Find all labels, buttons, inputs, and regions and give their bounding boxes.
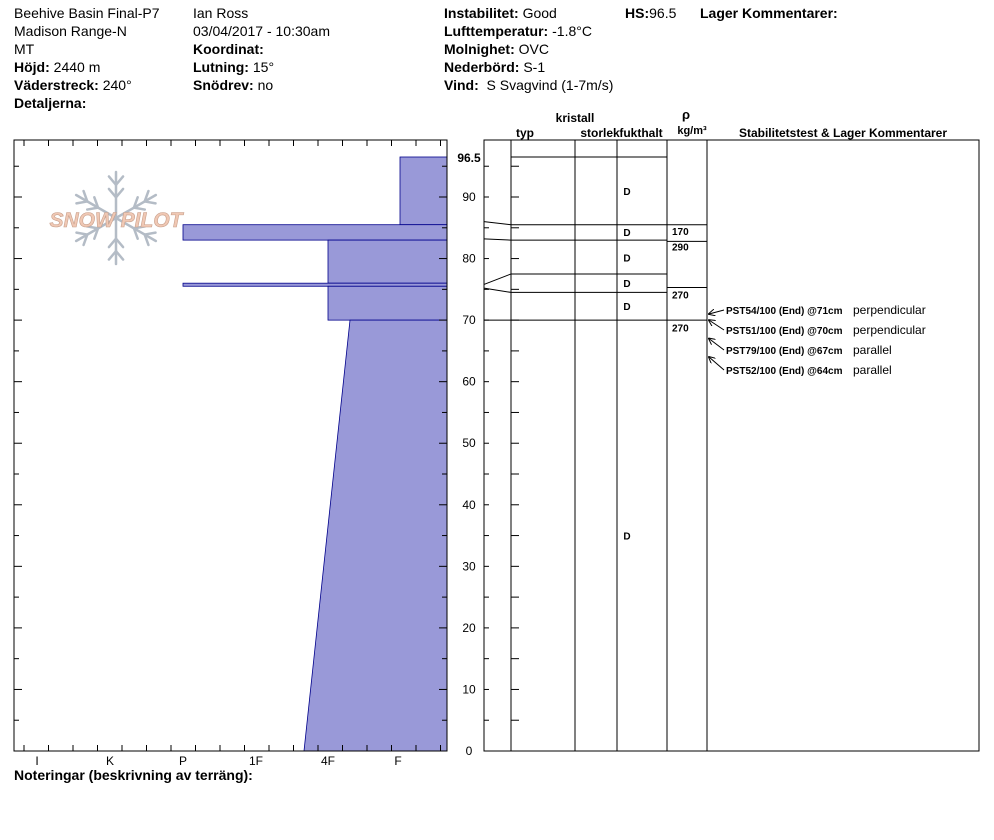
precipitation-value: S-1 [523,59,546,75]
stability-test-note: perpendicular [853,323,926,337]
snow-height-label: HS: [625,5,650,21]
moisture-value: D [623,186,631,198]
stability-test-result: PST54/100 (End) @71cm [726,306,843,317]
height-tick-label: 30 [462,559,476,574]
hardness-profile [183,157,447,751]
column-header-crystal: kristall [555,111,595,125]
air-temperature-label: Lufttemperatur: [444,23,549,39]
stability-test-note: parallel [853,343,892,357]
stability-test-result: PST51/100 (End) @70cm [726,326,843,337]
height-tick-label: 0 [465,744,473,758]
hardness-layer [400,157,447,225]
wind-label: Vind: [444,77,479,93]
sky-cover-label: Molnighet: [444,41,515,57]
layer-columns [484,140,979,751]
boundary-connector [484,222,511,225]
wind-value: S Svagvind (1-7m/s) [486,77,614,93]
state-name: MT [14,41,35,57]
snowflake-branch [145,233,156,235]
column-header-density-unit: kg/m³ [677,125,707,137]
hardness-layer [183,283,447,286]
stability-arrow [709,310,724,314]
stability-arrow [709,320,724,330]
height-tick-label: 90 [462,190,476,205]
details-label: Detaljerna: [14,95,87,111]
slope-label: Lutning: [193,59,249,75]
hardness-scale-label: P [178,754,188,768]
hardness-layer [183,225,447,240]
height-tick-label: 50 [462,436,476,451]
instability-label: Instabilitet: [444,5,519,21]
moisture-value: D [623,531,631,543]
blowing-snow-value: no [257,77,274,93]
boundary-connector [484,239,511,240]
location-name: Beehive Basin Final-P7 [14,5,160,21]
stability-arrow [709,339,724,350]
stability-test-result: PST79/100 (End) @67cm [726,346,843,357]
coordinates-label: Koordinat: [193,41,264,57]
hardness-layer [328,240,447,283]
moisture-value: D [623,279,631,291]
snow-pilot-logo [50,172,185,264]
blowing-snow-label: Snödrev: [193,77,254,93]
stability-test-note: parallel [853,363,892,377]
observation-datetime: 03/04/2017 - 10:30am [193,23,330,39]
slope-value: 15° [252,59,275,75]
stability-arrow [709,357,724,370]
moisture-value: D [623,301,631,313]
snow-height-value: 96.5 [649,5,677,21]
terrain-notes-label: Noteringar (beskrivning av terräng): [14,767,253,783]
height-tick-label: 10 [462,682,476,697]
boundary-connector [484,288,511,292]
height-tick-label: 20 [462,620,476,635]
layer-table-border [484,140,979,751]
column-header-stability: Stabilitetstest & Lager Kommentarer [738,126,948,140]
height-tick-label: 80 [462,251,476,266]
moisture-value: D [623,253,631,265]
snowflake-branch [76,233,87,235]
boundary-connector [484,274,511,284]
aspect-value: 240° [102,77,132,93]
range-name: Madison Range-N [14,23,127,39]
snowflake-branch [145,201,156,203]
moisture-value: D [623,228,631,240]
stability-test-result: PST52/100 (End) @64cm [726,366,843,377]
snowflake-branch [76,201,87,203]
air-temperature-value: -1.8°C [552,23,592,39]
sky-cover-value: OVC [518,41,549,57]
hardness-layer [304,320,447,751]
stability-test-note: perpendicular [853,303,926,317]
height-tick-label: 40 [462,497,476,512]
elevation-value: 2440 m [53,59,101,75]
density-value: 270 [672,290,689,302]
height-tick-label: 70 [462,313,476,328]
elevation-label: Höjd: [14,59,50,75]
snow-height-tick-label: 96.5 [457,151,481,165]
column-header-type: typ [516,126,534,140]
column-header-moisture: fukthalt [619,126,663,140]
chart-labels [35,107,947,768]
precipitation-label: Nederbörd: [444,59,520,75]
density-value: 270 [672,323,689,335]
hardness-scale-label: 1F [248,754,264,768]
density-value: 170 [672,226,689,238]
aspect-label: Väderstreck: [14,77,99,93]
hardness-scale-label: F [394,754,402,768]
layer-comments-label: Lager Kommentarer: [700,5,838,21]
hardness-layer [328,286,447,320]
height-tick-label: 60 [462,374,476,389]
instability-value: Good [522,5,557,21]
hardness-scale-label: K [105,754,115,768]
observer-name: Ian Ross [193,5,249,21]
column-header-size: storlek [580,126,620,140]
hardness-scale-label: I [35,754,39,768]
density-value: 290 [672,242,689,254]
column-header-rho: ρ [681,107,691,122]
snow-pilot-wordmark: SNOW PILOT [49,209,183,232]
hardness-scale-label: 4F [320,754,336,768]
